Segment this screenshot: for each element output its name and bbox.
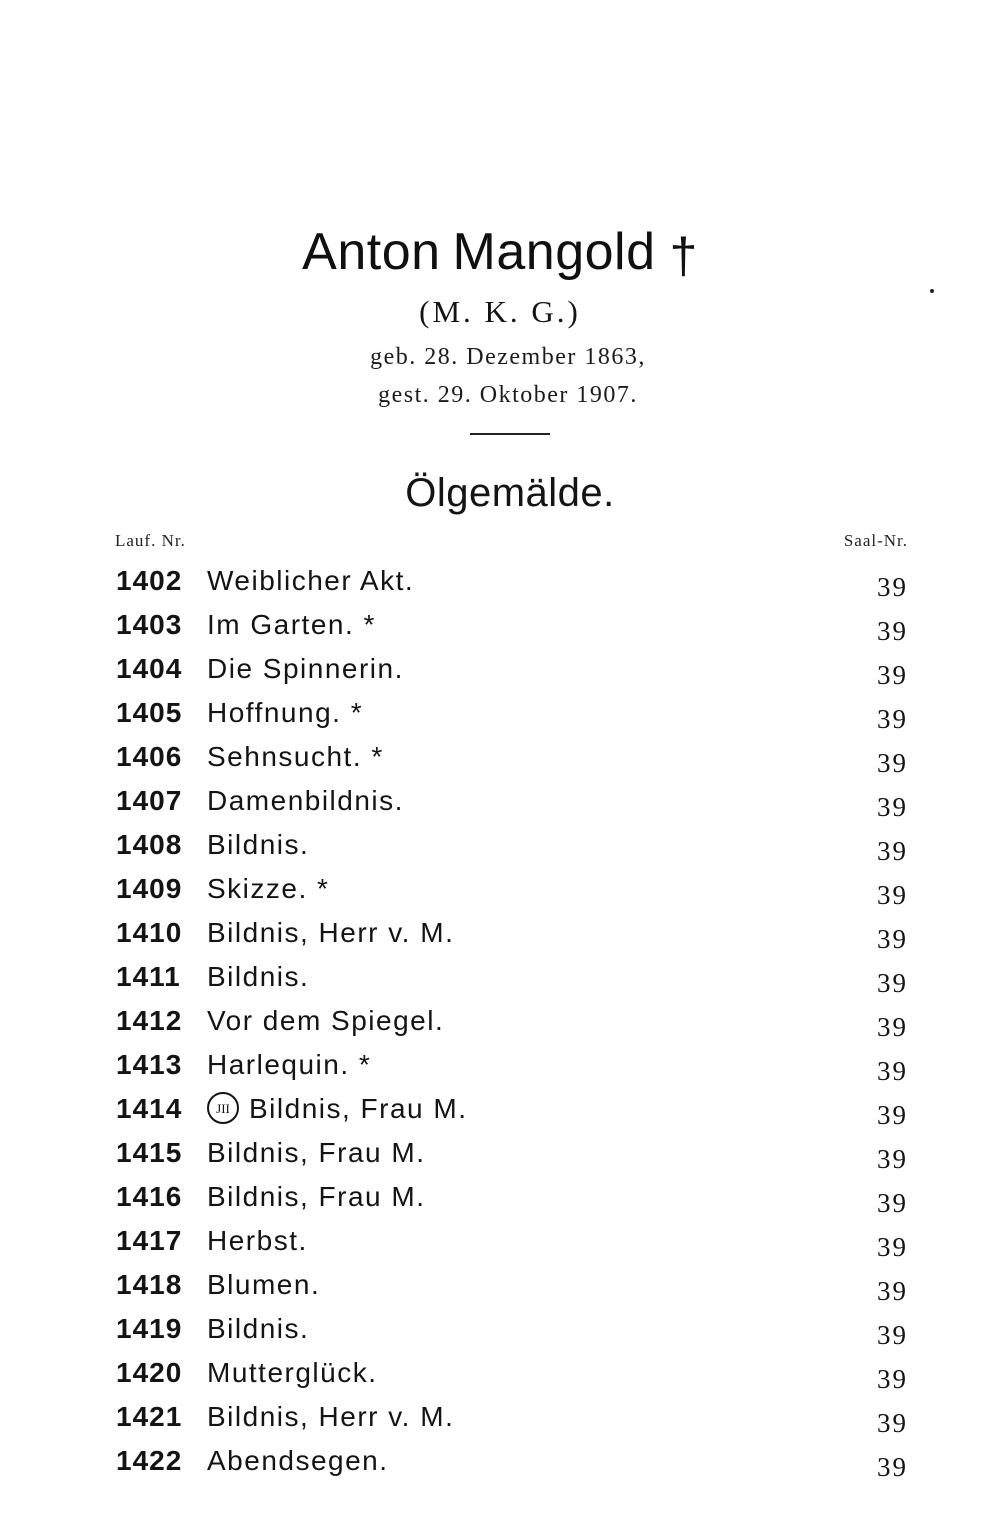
print-speck [930,289,934,293]
entry-number: 1420 [116,1357,183,1388]
entry-title: Im Garten. * [207,609,376,640]
entry-number: 1402 [116,565,183,596]
entry-title-wrapper [207,735,384,779]
entry-number: 1422 [116,1445,183,1476]
entry-room-number: 39 [877,1012,908,1042]
entry-room-number: 39 [877,924,908,954]
entry-room-number: 39 [877,1056,908,1086]
entry-room-number: 39 [877,1364,908,1394]
entry-title: Mutterglück. [207,1357,378,1388]
list-item [0,999,1000,1043]
entry-title-wrapper [207,1395,454,1439]
death-cross-icon: † [669,228,698,284]
entry-room-number: 39 [877,1276,908,1306]
entry-title-wrapper [207,1131,426,1175]
entry-room-number: 39 [877,1144,908,1174]
entry-title-wrapper [207,779,404,823]
entry-number: 1417 [116,1225,183,1256]
entry-title: Vor dem Spiegel. [207,1005,445,1036]
entry-number: 1406 [116,741,183,772]
entry-number: 1414 [116,1093,183,1124]
column-header-running-number: Lauf. Nr. [115,531,186,550]
entry-title-wrapper [207,1263,320,1307]
entry-title-wrapper [207,823,309,867]
entry-title-wrapper [207,1175,426,1219]
entry-title-wrapper [207,1043,371,1087]
list-item [0,823,1000,867]
list-item [0,1395,1000,1439]
entry-room-number: 39 [877,1452,908,1482]
entry-room-number: 39 [877,572,908,602]
list-item [0,603,1000,647]
entry-number: 1404 [116,653,183,684]
list-item [0,1219,1000,1263]
entry-title-wrapper [207,955,309,999]
entry-title-wrapper [207,1219,308,1263]
entry-number: 1412 [116,1005,183,1036]
list-item [0,779,1000,823]
list-item [0,691,1000,735]
list-item [0,1131,1000,1175]
entry-title-wrapper [207,1351,378,1395]
entry-room-number: 39 [877,704,908,734]
entry-title: Herbst. [207,1225,308,1256]
entry-number: 1405 [116,697,183,728]
list-item [0,1307,1000,1351]
list-item [0,647,1000,691]
entry-title: Skizze. * [207,873,330,904]
entry-number: 1421 [116,1401,183,1432]
list-item [0,1087,1000,1131]
entry-title: Bildnis, Frau M. [207,1181,426,1212]
death-date: gest. 29. Oktober 1907. [378,382,638,408]
list-item [0,911,1000,955]
entry-number: 1407 [116,785,183,816]
entry-title-wrapper [207,559,414,603]
entry-title-wrapper [207,911,454,955]
entry-number: 1410 [116,917,183,948]
entry-title-wrapper [207,867,329,911]
entry-number: 1419 [116,1313,183,1344]
entry-room-number: 39 [877,1188,908,1218]
entry-room-number: 39 [877,1408,908,1438]
society-abbreviation: (M. K. G.) [419,294,581,329]
entry-number: 1403 [116,609,183,640]
entry-title: Bildnis, Herr v. M. [207,1401,455,1432]
entry-number: 1415 [116,1137,183,1168]
section-title: Ölgemälde. [405,471,615,515]
column-header-room-number: Saal-Nr. [843,531,908,550]
list-item [0,735,1000,779]
entry-title: Weiblicher Akt. [207,565,415,596]
entry-number: 1411 [116,961,181,992]
entry-title: Damenbildnis. [207,785,404,816]
entry-title: Harlequin. * [207,1049,372,1080]
list-item [0,1351,1000,1395]
entry-title-wrapper [207,1439,389,1483]
birth-date: geb. 28. Dezember 1863, [370,344,646,370]
artist-last-name: Mangold [452,223,656,281]
divider [470,433,550,435]
entry-number: 1409 [116,873,183,904]
entry-room-number: 39 [877,968,908,998]
entry-title: Bildnis. [207,961,310,992]
entry-room-number: 39 [877,1232,908,1262]
entry-room-number: 39 [877,616,908,646]
list-item [0,1043,1000,1087]
list-item [0,559,1000,603]
entry-title: Sehnsucht. * [207,741,384,772]
list-item [0,955,1000,999]
entry-title: Die Spinnerin. [207,653,404,684]
entry-number: 1418 [116,1269,183,1300]
entry-room-number: 39 [877,1100,908,1130]
entry-title-wrapper [207,603,376,647]
entry-title-wrapper [207,647,404,691]
entry-room-number: 39 [877,836,908,866]
entry-title-wrapper [207,1087,468,1131]
collection-stamp-icon: JII [207,1092,239,1124]
entry-number: 1408 [116,829,183,860]
list-item [0,1439,1000,1483]
entry-title: Abendsegen. [207,1445,389,1476]
entry-title-wrapper [207,1307,309,1351]
artist-heading [0,222,1000,282]
entry-title: Bildnis, Frau M. [207,1137,426,1168]
entry-number: 1416 [116,1181,183,1212]
entry-room-number: 39 [877,660,908,690]
entry-title-wrapper [207,999,444,1043]
entry-title: Bildnis. [207,829,310,860]
entry-room-number: 39 [877,748,908,778]
entry-title-wrapper [207,691,363,735]
list-item [0,1263,1000,1307]
list-item [0,867,1000,911]
artist-first-name: Anton [302,223,441,281]
entry-title: Bildnis, Herr v. M. [207,917,455,948]
entry-room-number: 39 [877,880,908,910]
artwork-list [0,559,1000,1483]
entry-title: Bildnis. [207,1313,310,1344]
entry-title: Hoffnung. * [207,697,364,728]
list-item [0,1175,1000,1219]
entry-room-number: 39 [877,792,908,822]
entry-room-number: 39 [877,1320,908,1350]
entry-number: 1413 [116,1049,183,1080]
entry-title: Bildnis, Frau M. [249,1093,468,1124]
entry-title: Blumen. [207,1269,321,1300]
